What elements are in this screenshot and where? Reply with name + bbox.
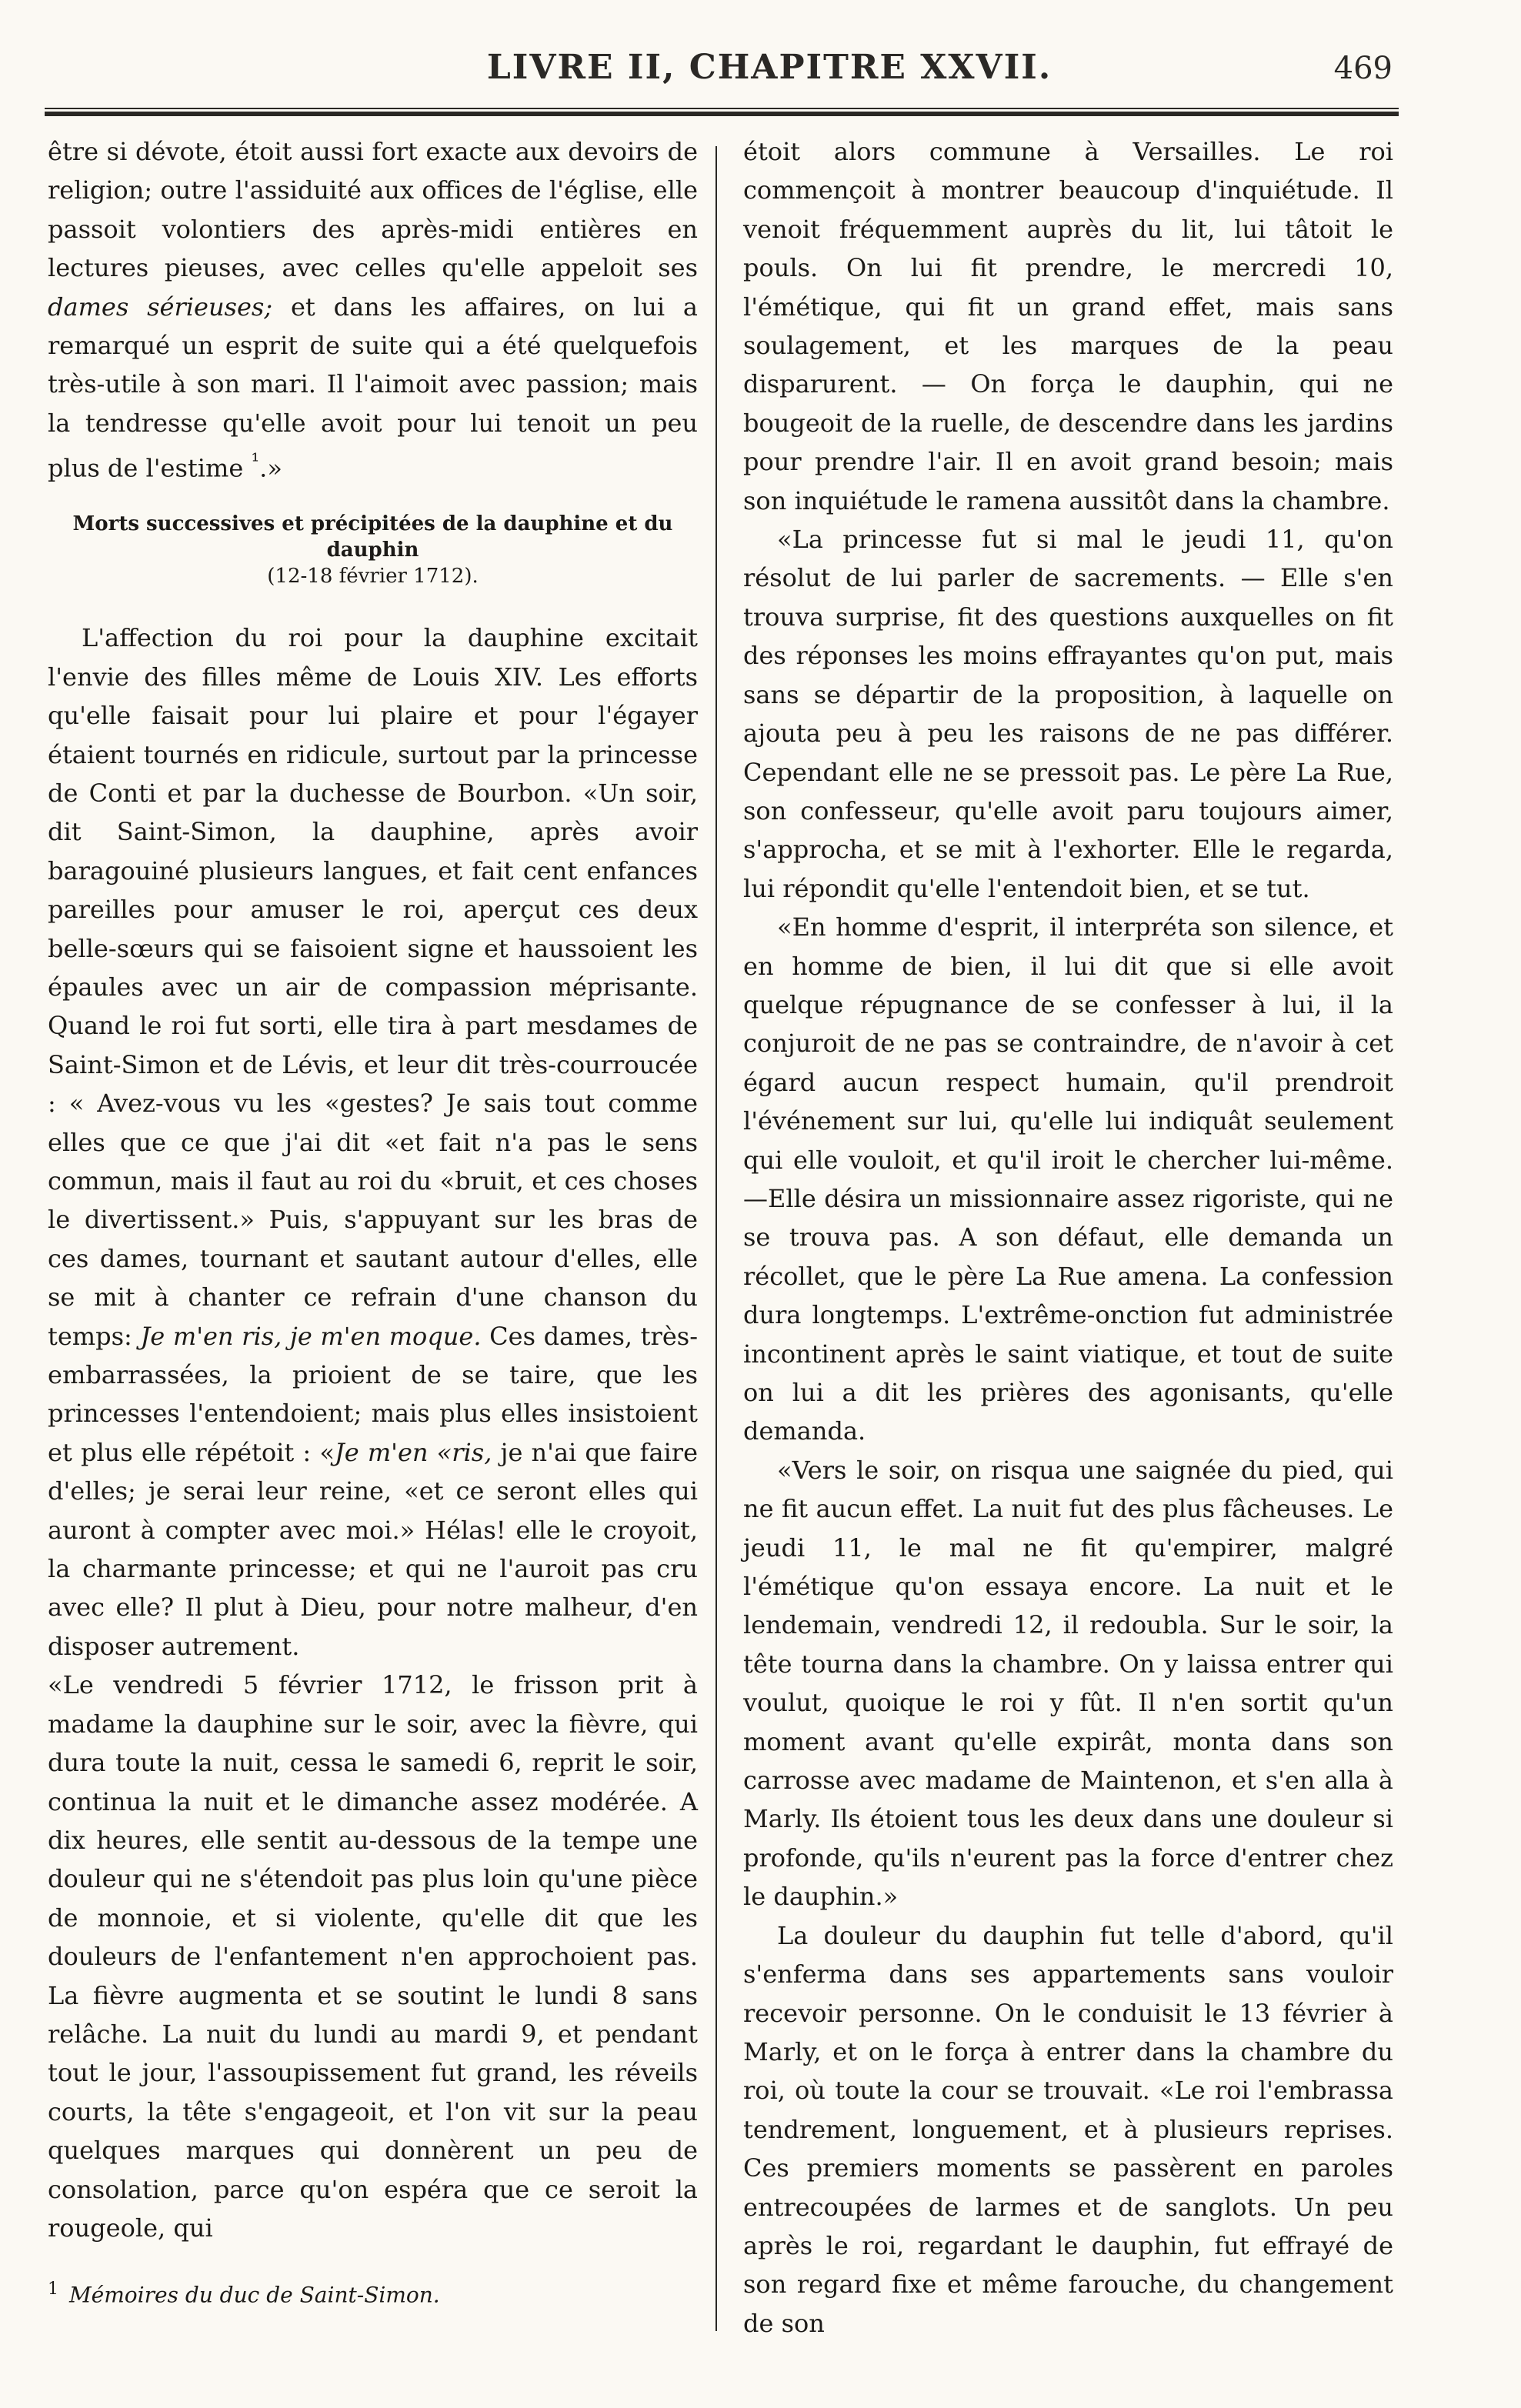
paragraph: La douleur du dauphin fut telle d'abord, qu'il s'enferma dans ses appartements sans vouloir recevoir personne. On le conduisit le 13 février à Marly, et on le força à entrer dans la chambre du roi, où toute la cour se trouvait. «Le roi l'embrassa tendrement, longuement, et à plusieurs reprises. Ces premiers moments se passèrent en paroles entrecoupées de larmes et de sanglots. Un peu après le roi, regardant le dauphin, fut effrayé de son regard fixe et même farouche, du changement de son: [743, 1920, 1393, 2338]
column-divider: [715, 146, 717, 2331]
section-heading-date: (12-18 février 1712).: [267, 565, 479, 589]
paragraph: étoit alors commune à Versailles. Le roi commençoit à montrer beaucoup d'inquiétude. Il venoit fréquemment auprès du lit, lui tâtoit le pouls. On lui fit prendre, le mercredi 10, l'émétique, qui fit un grand effet, mais sans soulagement, et les marques de la peau disparurent. — On força le dauphin, qui ne bougeoit de la ruelle, de descendre dans les jardins pour prendre l'air. Il en avoit grand besoin; mais son inquiétude le ramena aussitôt dans la chambre.: [743, 137, 1393, 515]
section-heading-title: Morts successives et précipitées de la dauphine et du dauphin: [72, 512, 673, 562]
footnote: [48, 2276, 698, 2309]
page-number: 469: [1333, 51, 1393, 86]
footnote-reference: ¹: [251, 449, 260, 474]
text-run: .»: [259, 453, 282, 483]
header-rule: [45, 108, 1399, 116]
text-run: être si dévote, étoit aussi fort exacte aux devoirs de religion; outre l'assiduité aux offices de l'église, elle passoit volontiers des après-midi entières en lectures pieuses, avec celles qu'elle appeloit ses: [48, 137, 698, 283]
text-run: et dans les affaires, on lui a remarqué un esprit de suite qui a été quelquefois très-utile à son mari. Il l'aimoit avec passion; mais la tendresse qu'elle avoit pour lui tenoit un peu plus de l'estime: [48, 292, 699, 483]
footnote-text: Mémoires du duc de Saint-Simon.: [69, 2282, 440, 2308]
text-run: Ces dames, très-embarrassées, la prioient de se taire, que les princesses l'entendoient; mais plus elles insistoient et plus elle répétoit : «: [48, 1321, 698, 1467]
paragraph: [48, 132, 698, 488]
paragraph: «En homme d'esprit, il interpréta son silence, et en homme de bien, il lui dit que si elle avoit quelque répugnance de se confesser à lui, il la conjuroit de ne pas se contraindre, de n'avoir à cet égard aucun respect humain, qu'il prendroit l'événement sur lui, qu'elle lui indiquât seulement qui elle vouloit, et qu'il iroit le chercher lui-même.—Elle désira un missionnaire assez rigoriste, qui ne se trouva pas. A son défaut, elle demanda un récollet, que le père La Rue amena. La confession dura longtemps. L'extrême-onction fut administrée incontinent après le saint viatique, et tout de suite on lui a dit les prières des agonisants, qu'elle demanda.: [743, 912, 1393, 1446]
italic-text: Je m'en «ris,: [334, 1437, 492, 1467]
right-column: [743, 132, 1393, 2343]
footnote-marker: 1: [48, 2280, 58, 2299]
text-run: je n'ai que faire d'elles; je serai leur reine, «et ce seront elles qui auront à compter avec moi.» Hélas! elle le croyoit, la charmante princesse; et qui ne l'auroit pas cru avec elle? Il plut à Dieu, pour notre malheur, d'en disposer autrement.: [48, 1437, 698, 1661]
paragraph: «Le vendredi 5 février 1712, le frisson prit à madame la dauphine sur le soir, avec la fièvre, qui dura toute la nuit, cessa le samedi 6, reprit le soir, continua la nuit et le dimanche assez modérée. A dix heures, elle sentit au-dessous de la tempe une douleur qui ne s'étendoit pas plus loin qu'une pièce de monnoie, et si violente, qu'elle dit que les douleurs de l'enfantement n'en approchoient pas. La fièvre augmenta et se soutint le lundi 8 sans relâche. La nuit du lundi au mardi 9, et pendant tout le jour, l'assoupissement fut grand, les réveils courts, la tête s'engageoit, et l'on vit sur la peau quelques marques qui donnèrent un peu de consolation, parce qu'on espéra que ce seroit la rougeole, qui: [48, 1670, 698, 2243]
paragraph: «Vers le soir, on risqua une saignée du pied, qui ne fit aucun effet. La nuit fut des plus fâcheuses. Le jeudi 11, le mal ne fit qu'empirer, malgré l'émétique qu'on essaya encore. La nuit et le lendemain, vendredi 12, il redoubla. Sur le soir, la tête tourna dans la chambre. On y laissa entrer qui voulut, quoique le roi y fût. Il n'en sortit qu'un moment avant qu'elle expirât, monta dans son carrosse avec madame de Maintenon, et s'en alla à Marly. Ils étoient tous les deux dans une douleur si profonde, qu'ils n'eurent pas la force d'entrer chez le dauphin.»: [743, 1455, 1393, 1912]
text-run: L'affection du roi pour la dauphine excitait l'envie des filles même de Louis XIV. Les efforts qu'elle faisait pour lui plaire et pour l'égayer étaient tournés en ridicule, surtout par la princesse de Conti et par la duchesse de Bourbon. «Un soir, dit Saint-Simon, la dauphine, après avoir baragouiné plusieurs langues, et fait cent enfances pareilles pour amuser le roi, aperçut ces deux belle-sœurs qui se faisoient signe et haussoient les épaules avec un air de compassion méprisante. Quand le roi fut sorti, elle tira à part mesdames de Saint-Simon et de Lévis, et leur dit très-courroucée : « Avez-vous vu les «gestes? Je sais tout comme elles que ce que j'ai dit «et fait n'a pas le sens commun, mais il faut au roi du «bruit, et ces choses le divertissent.» Puis, s'appuyant sur les bras de ces dames, tournant et sautant autour d'elles, elle se mit à chanter ce refrain d'une chanson du temps:: [48, 623, 698, 1351]
italic-text: Je m'en ris, je m'en moque.: [140, 1321, 482, 1351]
left-column: [48, 132, 698, 2247]
paragraph: «La princesse fut si mal le jeudi 11, qu'on résolut de lui parler de sacrements. — Elle s'en trouva surprise, fit des questions auxquelles on fit des réponses les moins effrayantes qu'on put, mais sans se départir de la proposition, à laquelle on ajouta peu à peu les raisons de ne pas différer. Cependant elle ne se pressoit pas. Le père La Rue, son confesseur, qu'elle avoit paru toujours aimer, s'approcha, et se mit à l'exhorter. Elle le regarda, lui répondit qu'elle l'entendoit bien, et se tut.: [743, 525, 1393, 903]
section-heading: [48, 511, 698, 589]
running-title: LIVRE II, CHAPITRE XXVII.: [486, 48, 1052, 87]
italic-text: dames sérieuses;: [48, 292, 273, 322]
paragraph: [48, 619, 698, 1666]
